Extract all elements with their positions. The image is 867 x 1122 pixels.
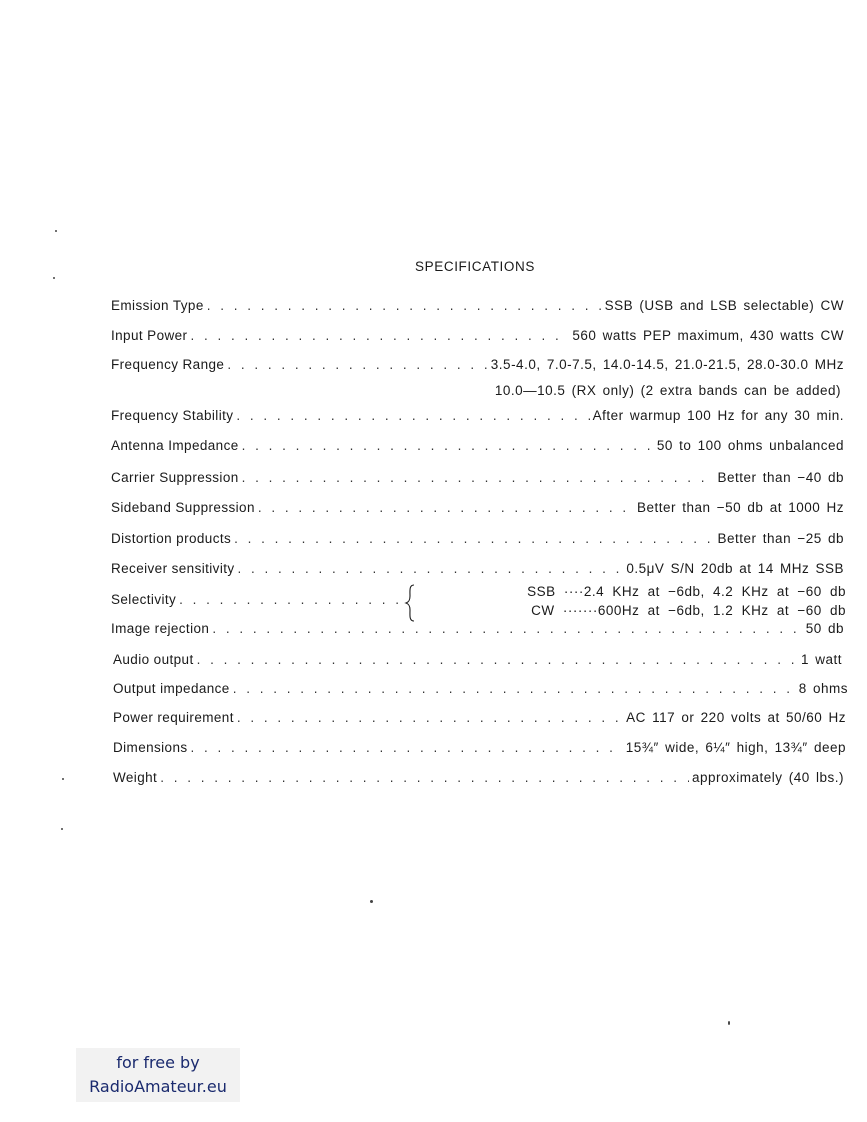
dot-leader bbox=[191, 740, 623, 755]
watermark-badge bbox=[76, 1048, 240, 1102]
dot-leader bbox=[242, 470, 715, 485]
spec-value: AC 117 or 220 volts at 50/60 Hz bbox=[626, 710, 846, 725]
scan-speck bbox=[62, 778, 64, 780]
spec-value: 15¾″ wide, 6¼″ high, 13¾″ deep bbox=[625, 740, 846, 755]
dot-leader bbox=[238, 561, 624, 576]
spec-label: Input Power bbox=[111, 328, 188, 343]
dot-leader bbox=[207, 298, 602, 313]
scan-speck bbox=[53, 277, 55, 279]
dot-leader bbox=[190, 328, 569, 343]
spec-label: Weight bbox=[113, 770, 158, 785]
spec-label: Distortion products bbox=[111, 531, 232, 546]
spec-label: Power requirement bbox=[113, 710, 234, 725]
spec-value: approximately (40 lbs.) bbox=[691, 770, 844, 785]
scan-speck bbox=[370, 900, 373, 903]
dot-leader bbox=[197, 652, 798, 667]
spec-row-sideband-suppression bbox=[111, 500, 844, 520]
spec-row-distortion-products bbox=[111, 531, 844, 551]
spec-label: Output impedance bbox=[113, 681, 230, 696]
spec-row-frequency-stability bbox=[111, 408, 844, 428]
watermark-line-1: for free by bbox=[116, 1053, 200, 1072]
spec-value: After warmup 100 Hz for any 30 min. bbox=[592, 408, 844, 423]
spec-value: 0.5μV S/N 20db at 14 MHz SSB bbox=[626, 561, 844, 576]
watermark-line-2: RadioAmateur.eu bbox=[89, 1077, 227, 1096]
curly-brace-icon bbox=[404, 584, 416, 622]
selectivity-cw: CW ·······600Hz at −6db, 1.2 KHz at −60 db bbox=[531, 603, 846, 618]
spec-row-emission-type bbox=[111, 298, 844, 318]
spec-label: Selectivity bbox=[111, 592, 177, 607]
spec-label: Emission Type bbox=[111, 298, 204, 313]
selectivity-ssb: SSB ····2.4 KHz at −6db, 4.2 KHz at −60 db bbox=[527, 584, 846, 599]
spec-value: 560 watts PEP maximum, 430 watts CW bbox=[572, 328, 844, 343]
spec-value: 8 ohms bbox=[798, 681, 848, 696]
spec-value: 50 to 100 ohms unbalanced bbox=[656, 438, 844, 453]
spec-label: Audio output bbox=[113, 652, 194, 667]
spec-label: Dimensions bbox=[113, 740, 188, 755]
spec-row-antenna-impedance bbox=[111, 438, 844, 458]
spec-label: Sideband Suppression bbox=[111, 500, 255, 515]
spec-row-image-rejection bbox=[111, 621, 844, 641]
dot-leader bbox=[237, 710, 623, 725]
spec-value: SSB (USB and LSB selectable) CW bbox=[604, 298, 844, 313]
spec-row-receiver-sensitivity bbox=[111, 561, 844, 581]
spec-value: 1 watt bbox=[800, 652, 842, 667]
spec-value: Better than −40 db bbox=[717, 470, 844, 485]
spec-row-input-power bbox=[111, 328, 844, 348]
scan-speck bbox=[55, 230, 57, 232]
spec-label: Image rejection bbox=[111, 621, 210, 636]
dot-leader bbox=[179, 592, 401, 607]
dot-leader bbox=[242, 438, 654, 453]
spec-label: Antenna Impedance bbox=[111, 438, 239, 453]
spec-label: Carrier Suppression bbox=[111, 470, 239, 485]
scan-speck bbox=[728, 1021, 730, 1025]
dot-leader bbox=[233, 681, 796, 696]
spec-row-dimensions bbox=[113, 740, 846, 760]
spec-label: Frequency Stability bbox=[111, 408, 234, 423]
spec-label: Frequency Range bbox=[111, 357, 225, 372]
frequency-range-extra: 10.0—10.5 (RX only) (2 extra bands can be added) bbox=[494, 383, 841, 398]
spec-row-carrier-suppression bbox=[111, 470, 844, 490]
spec-label: Receiver sensitivity bbox=[111, 561, 235, 576]
spec-row-frequency-range bbox=[111, 357, 844, 377]
spec-row-selectivity bbox=[111, 592, 404, 612]
spec-row-weight bbox=[113, 770, 844, 790]
spec-row-power-requirement bbox=[113, 710, 846, 730]
spec-value: Better than −50 db at 1000 Hz bbox=[636, 500, 844, 515]
scan-speck bbox=[61, 828, 63, 830]
spec-value: Better than −25 db bbox=[717, 531, 844, 546]
dot-leader bbox=[258, 500, 634, 515]
dot-leader bbox=[236, 408, 589, 423]
spec-row-output-impedance bbox=[113, 681, 848, 701]
spec-row-audio-output bbox=[113, 652, 842, 672]
dot-leader bbox=[227, 357, 487, 372]
selectivity-values bbox=[404, 584, 846, 624]
spec-value: 50 db bbox=[805, 621, 844, 636]
spec-value: 3.5-4.0, 7.0-7.5, 14.0-14.5, 21.0-21.5, 28.0-30.0 MHz bbox=[490, 357, 844, 372]
dot-leader bbox=[234, 531, 714, 546]
page-title: SPECIFICATIONS bbox=[415, 259, 535, 274]
dot-leader bbox=[160, 770, 689, 785]
